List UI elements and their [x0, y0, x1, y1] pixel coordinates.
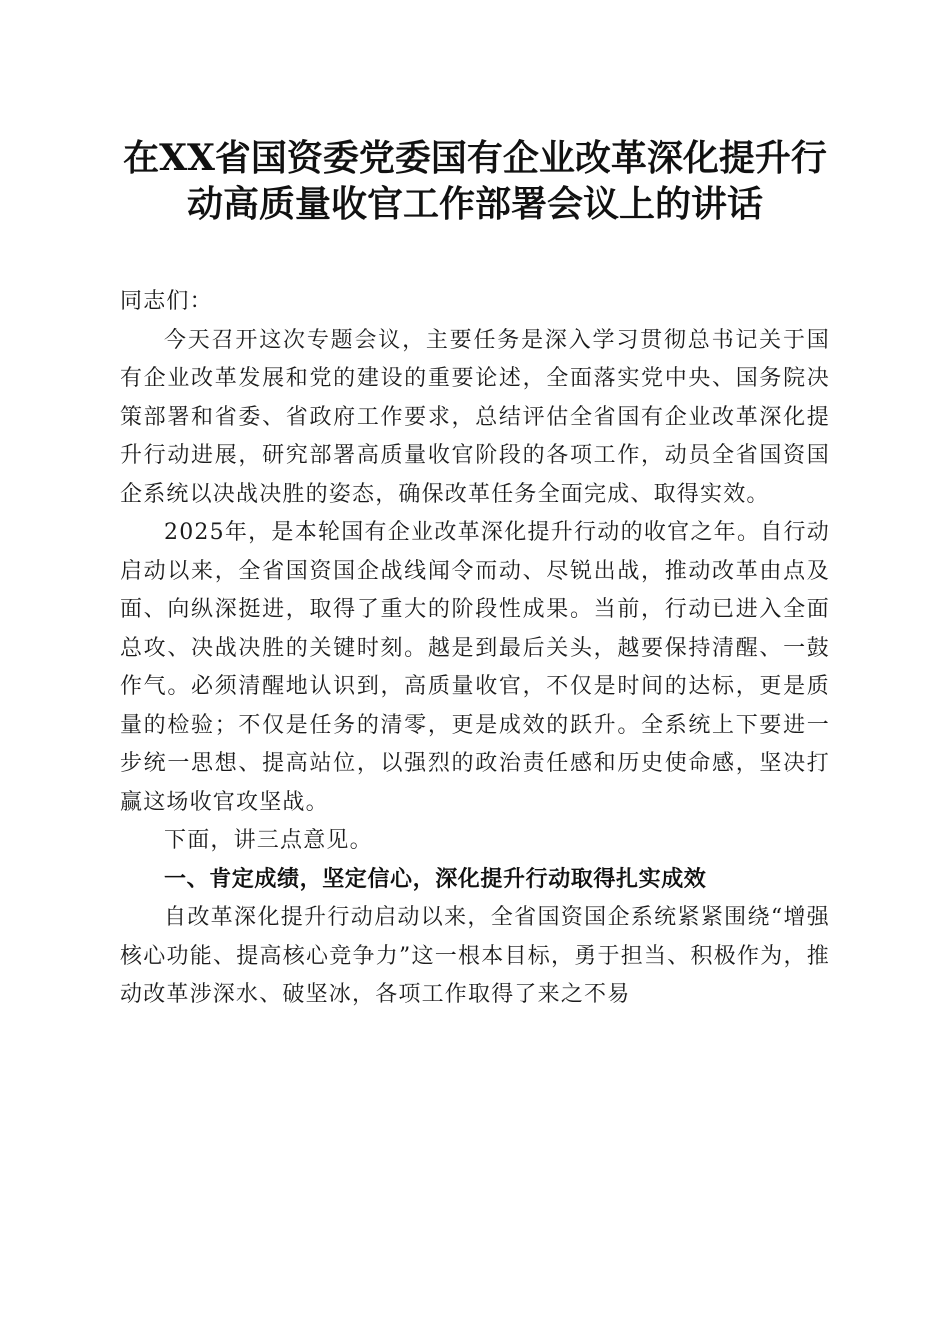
document-title [80, 135, 870, 227]
salutation: 同志们： [120, 289, 213, 314]
title-line-2: 动高质量收官工作部署会议上的讲话 [186, 183, 763, 225]
paragraph-background: 2025年，是本轮国有企业改革深化提升行动的收官之年。自行动启动以来，全省国资国企战线闻令而动、尽锐出战，推动改革由点及面、向纵深挺进，取得了重大的阶段性成果。当前，行动已进入全面总攻、决战决胜的关键时刻。越是到最后关头，越要保持清醒、一鼓作气。必须清醒地认识到，高质量收官，不仅是时间的达标，更是质量的检验；不仅是任务的清零，更是成效的跃升。全系统上下要进一步统一思想、提高站位，以强烈的政治责任感和历史使命感，坚决打赢这场收官攻坚战。 [120, 520, 830, 815]
section-heading-1: 一、肯定成绩，坚定信心，深化提升行动取得扎实成效 [164, 866, 707, 892]
title-line-1: 在XX省国资委党委国有企业改革深化提升行 [123, 137, 827, 179]
paragraph-opening: 今天召开这次专题会议，主要任务是深入学习贯彻总书记关于国有企业改革发展和党的建设的重要论述，全面落实党中央、国务院决策部署和省委、省政府工作要求，总结评估全省国有企业改革深化提升行动进展，研究部署高质量收官阶段的各项工作，动员全省国资国企系统以决战决胜的姿态，确保改革任务全面完成、取得实效。 [120, 327, 830, 507]
section-paragraph-1: 自改革深化提升行动启动以来，全省国资国企系统紧紧围绕“增强核心功能、提高核心竞争力”这一根本目标，勇于担当、积极作为，推动改革涉深水、破坚冰，各项工作取得了来之不易 [120, 905, 830, 1007]
document-body [120, 283, 830, 1015]
paragraph-transition: 下面，讲三点意见。 [164, 828, 373, 853]
